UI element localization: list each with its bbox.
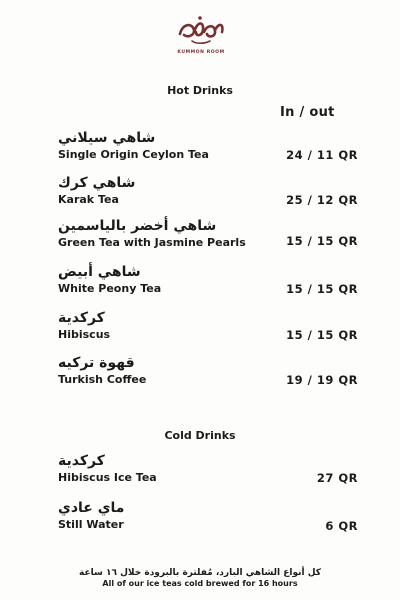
brand-logo xyxy=(168,10,234,62)
item-price: 25 / 12 QR xyxy=(286,193,358,207)
item-price: 15 / 15 QR xyxy=(286,234,358,248)
item-english-name: Hibiscus xyxy=(58,328,111,341)
item-arabic-name: قهوة تركيه xyxy=(58,355,135,371)
item-english-name: Green Tea with Jasmine Pearls xyxy=(58,236,246,249)
menu-item xyxy=(58,354,358,387)
item-arabic-name: شاهي كرك xyxy=(58,175,136,191)
item-arabic-name: كركدية xyxy=(58,310,105,326)
item-price: 24 / 11 QR xyxy=(286,148,358,162)
footer-english: All of our ice teas cold brewed for 16 hours xyxy=(102,579,298,588)
item-english-name: Turkish Coffee xyxy=(58,373,147,386)
menu-item xyxy=(58,129,358,162)
menu-item xyxy=(58,217,358,250)
item-arabic-name: ماي عادي xyxy=(58,500,125,516)
item-price: 6 QR xyxy=(325,519,358,533)
item-price: 15 / 15 QR xyxy=(286,282,358,296)
footer-arabic: كل أنواع الشاهي البارد، مُفلترة بالبرودة خلال ١٦ ساعة xyxy=(79,568,321,578)
item-arabic-name: شاهي أخضر بالياسمين xyxy=(58,218,217,234)
item-english-name: Hibiscus Ice Tea xyxy=(58,471,157,484)
item-price: 15 / 15 QR xyxy=(286,328,358,342)
in-out-header: In / out xyxy=(280,105,335,120)
menu-item xyxy=(58,309,358,342)
item-price: 27 QR xyxy=(316,471,358,485)
menu-item xyxy=(58,452,358,485)
item-arabic-name: شاهي سيلاني xyxy=(58,130,156,146)
item-arabic-name: شاهي أبيض xyxy=(58,264,141,280)
cold-drinks-title: Cold Drinks xyxy=(164,429,236,442)
item-english-name: Karak Tea xyxy=(58,193,119,206)
menu-item xyxy=(58,499,358,532)
item-english-name: Still Water xyxy=(58,518,124,531)
item-price: 19 / 19 QR xyxy=(286,373,358,387)
footer-note xyxy=(0,568,400,589)
item-english-name: White Peony Tea xyxy=(58,282,162,295)
hot-drinks-title: Hot Drinks xyxy=(167,84,233,97)
menu-item xyxy=(58,174,358,207)
menu-item xyxy=(58,263,358,296)
item-arabic-name: كركدية xyxy=(58,453,105,469)
logo-subtitle: KUMMON ROOM xyxy=(177,50,225,55)
logo-mark-icon xyxy=(174,10,228,50)
item-english-name: Single Origin Ceylon Tea xyxy=(58,148,209,161)
